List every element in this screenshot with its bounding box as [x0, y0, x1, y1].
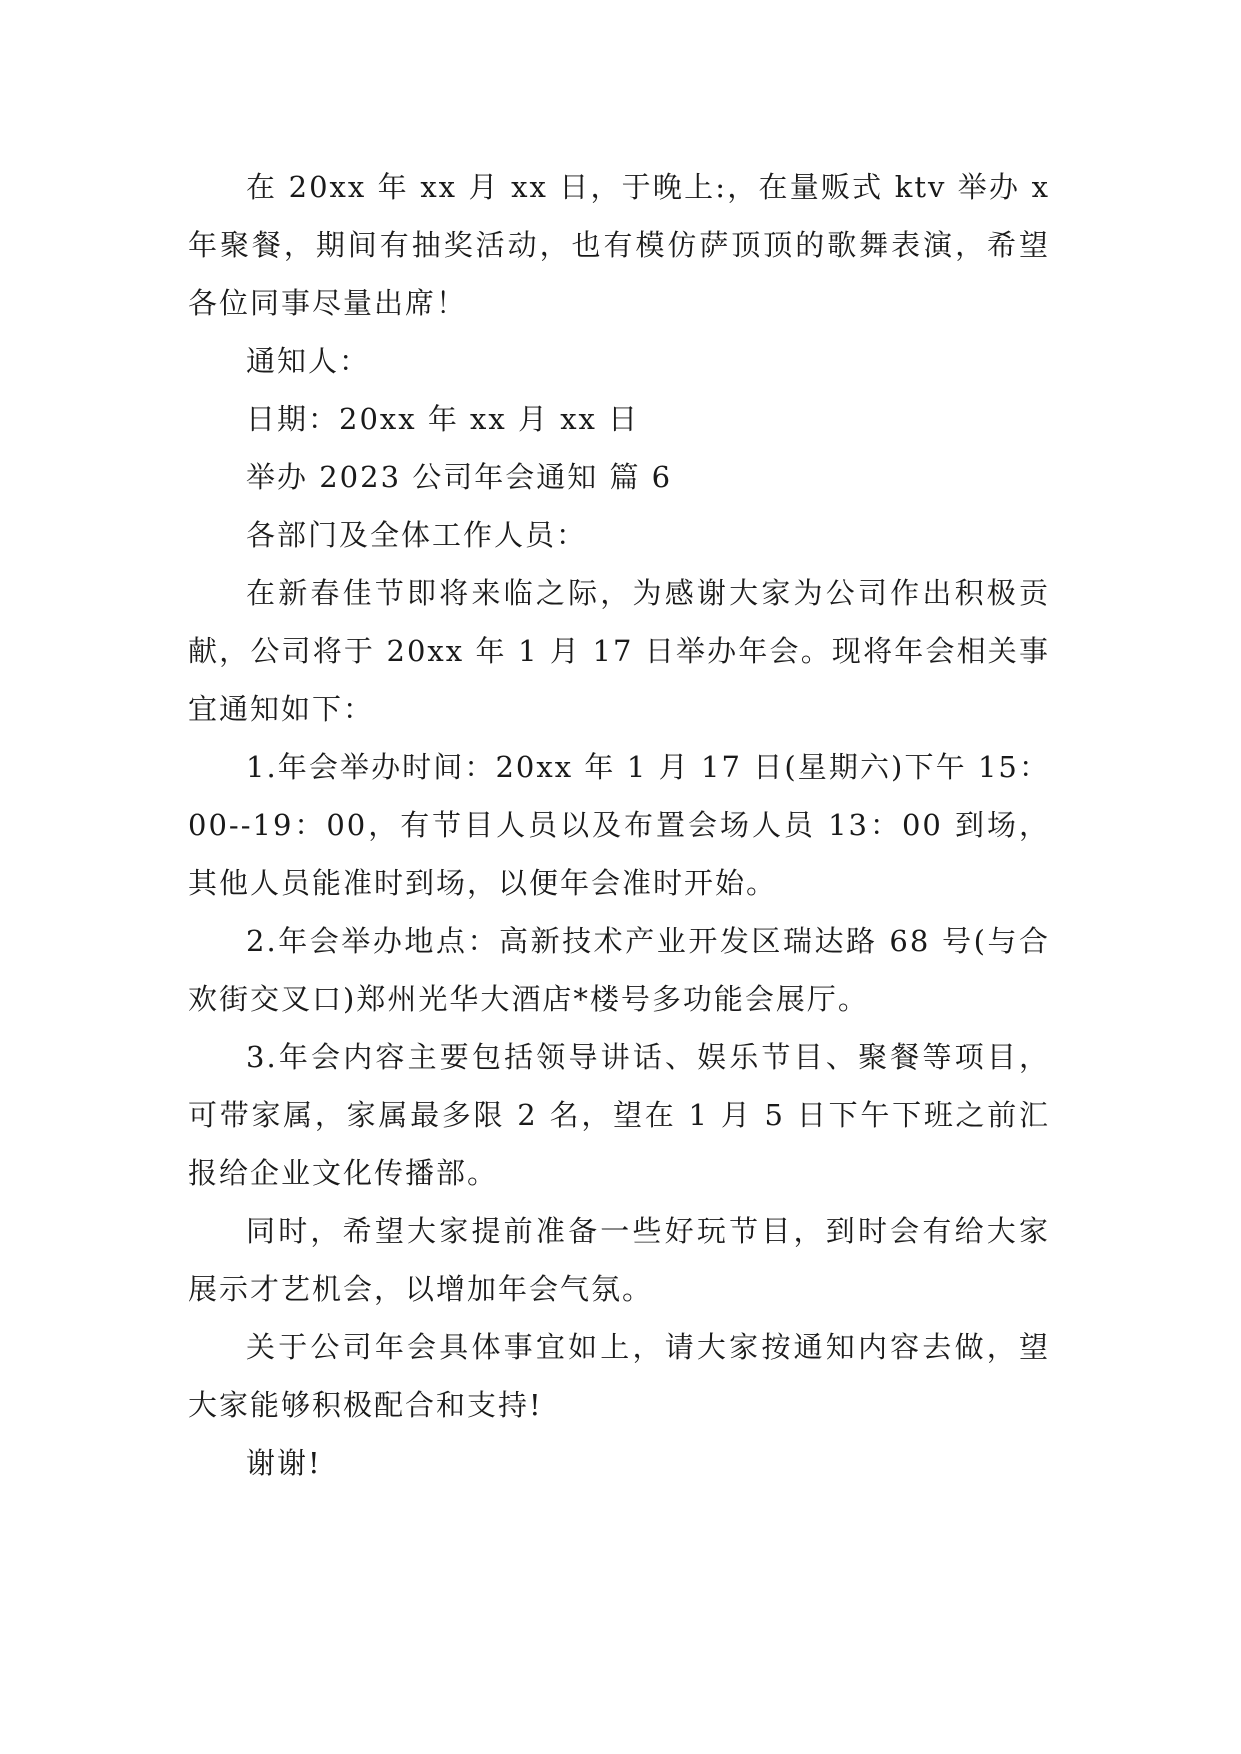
- paragraph-closing: 关于公司年会具体事宜如上，请大家按通知内容去做，望大家能够积极配合和支持!: [188, 1330, 1050, 1422]
- paragraph-date: 日期：20xx 年 xx 月 xx 日: [246, 402, 640, 436]
- paragraph-item-time: 1.年会举办时间：20xx 年 1 月 17 日(星期六)下午 15：00--19：00，有节目人员以及布置会场人员 13：00 到场，其他人员能准时到场，以便年会准时开始。: [188, 750, 1050, 900]
- paragraph-preparation: 同时，希望大家提前准备一些好玩节目，到时会有给大家展示才艺机会，以增加年会气氛。: [188, 1214, 1050, 1306]
- paragraph-item-location: 2.年会举办地点：高新技术产业开发区瑞达路 68 号(与合欢街交叉口)郑州光华大酒店*楼号多功能会展厅。: [188, 924, 1050, 1016]
- paragraph-thanks: 谢谢!: [246, 1446, 322, 1480]
- paragraph-notifier: 通知人：: [246, 344, 371, 378]
- paragraph-intro: 在新春佳节即将来临之际，为感谢大家为公司作出积极贡献，公司将于 20xx 年 1 月 17 日举办年会。现将年会相关事宜通知如下：: [188, 576, 1050, 726]
- paragraph-announcement: 在 20xx 年 xx 月 xx 日，于晚上:，在量贩式 ktv 举办 x 年聚餐，期间有抽奖活动，也有模仿萨顶顶的歌舞表演，希望各位同事尽量出席！: [188, 170, 1050, 320]
- document-body: [188, 158, 1050, 1492]
- paragraph-salutation: 各部门及全体工作人员：: [246, 518, 588, 552]
- paragraph-item-content: 3.年会内容主要包括领导讲话、娱乐节目、聚餐等项目，可带家属，家属最多限 2 名，望在 1 月 5 日下午下班之前汇报给企业文化传播部。: [188, 1040, 1050, 1190]
- paragraph-section-title: 举办 2023 公司年会通知 篇 6: [246, 460, 673, 494]
